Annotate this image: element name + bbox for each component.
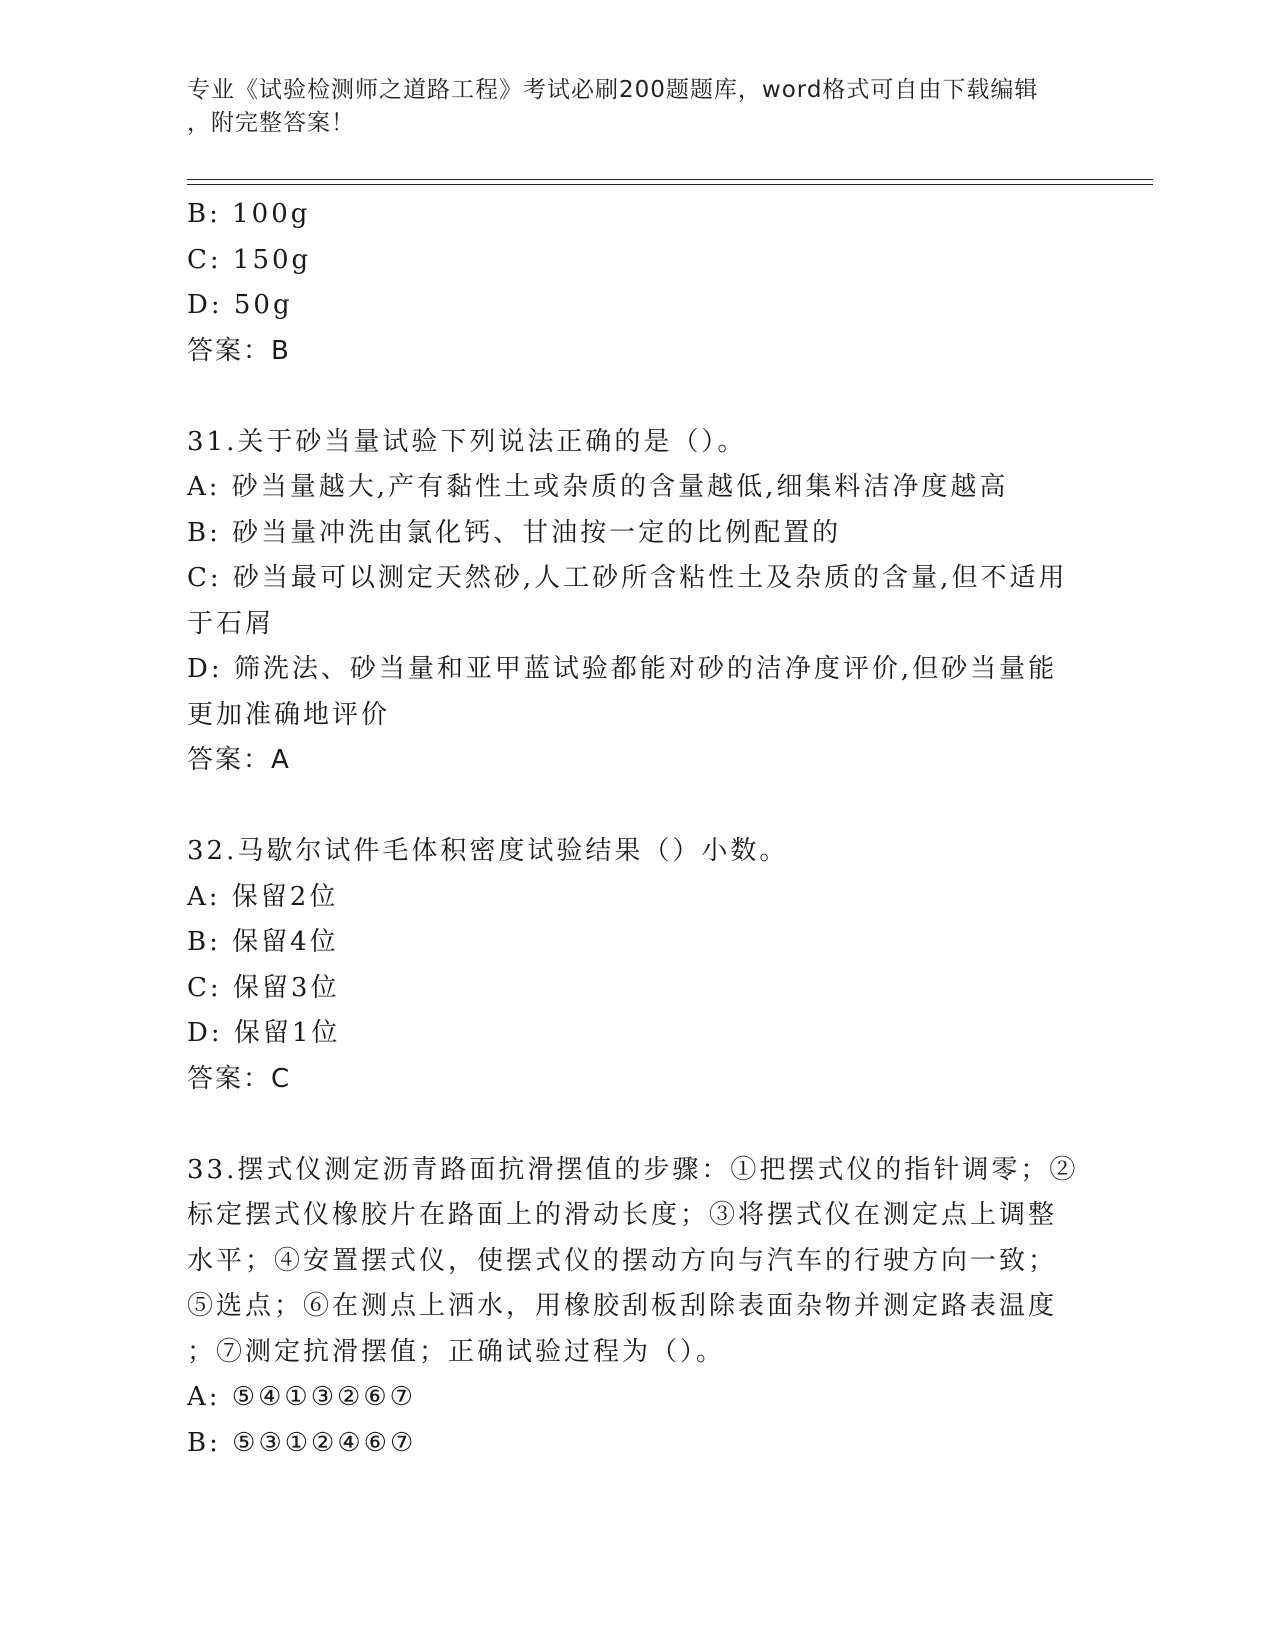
question-31-option-d: D: 筛洗法、砂当量和亚甲蓝试验都能对砂的洁净度评价,但砂当量能 bbox=[187, 654, 1058, 684]
question-32-stem: 32.马歇尔试件毛体积密度试验结果（）小数。 bbox=[187, 836, 789, 866]
question-31-option-a: A: 砂当量越大,产有黏性土或杂质的含量越低,细集料洁净度越高 bbox=[187, 472, 1009, 502]
header-line-1: 专业《试验检测师之道路工程》考试必刷200题题库，word格式可自由下载编辑 bbox=[187, 77, 1039, 103]
question-31-option-b: B: 砂当量冲洗由氯化钙、甘油按一定的比例配置的 bbox=[187, 517, 842, 548]
question-33-option-b: B: ⑤③①②④⑥⑦ bbox=[187, 1427, 417, 1458]
question-31-stem: 31.关于砂当量试验下列说法正确的是（）。 bbox=[187, 426, 747, 457]
option-c: C: 150g bbox=[187, 244, 312, 275]
question-32-option-d: D: 保留1位 bbox=[187, 1018, 341, 1048]
header-line-2: ，附完整答案！ bbox=[187, 110, 355, 136]
header-rule-top bbox=[187, 179, 1153, 180]
question-31-answer: 答案：A bbox=[187, 745, 291, 775]
question-32-option-b: B: 保留4位 bbox=[187, 927, 339, 957]
question-32-option-c: C: 保留3位 bbox=[187, 972, 340, 1003]
answer-line: 答案：B bbox=[187, 335, 291, 366]
question-33-stem-cont-4: ；⑦测定抗滑摆值；正确试验过程为（）。 bbox=[187, 1336, 726, 1367]
question-31-option-c: C: 砂当最可以测定天然砂,人工砂所含粘性土及杂质的含量,但不适用 bbox=[187, 563, 1068, 593]
question-33-stem-cont-2: 水平；④安置摆式仪，使摆式仪的摆动方向与汽车的行驶方向一致； bbox=[187, 1245, 1058, 1276]
option-d: D: 50g bbox=[187, 290, 293, 320]
question-32-answer: 答案：C bbox=[187, 1063, 292, 1094]
header-rule-bottom bbox=[187, 184, 1153, 185]
document-body bbox=[187, 192, 1087, 1466]
question-31-option-d-cont: 更加准确地评价 bbox=[187, 699, 391, 730]
question-32-option-a: A: 保留2位 bbox=[187, 881, 339, 912]
question-33-stem: 33.摆式仪测定沥青路面抗滑摆值的步骤：①把摆式仪的指针调零；② bbox=[187, 1154, 1079, 1185]
question-33-stem-cont-1: 标定摆式仪橡胶片在路面上的滑动长度；③将摆式仪在测定点上调整 bbox=[187, 1200, 1058, 1230]
question-33-option-a: A: ⑤④①③②⑥⑦ bbox=[187, 1382, 416, 1412]
question-31-option-c-cont: 于石屑 bbox=[187, 608, 275, 639]
option-b: B: 100g bbox=[187, 199, 311, 229]
question-33-stem-cont-3: ⑤选点；⑥在测点上洒水，用橡胶刮板刮除表面杂物并测定路表温度 bbox=[187, 1291, 1058, 1321]
document-header bbox=[187, 74, 1087, 140]
